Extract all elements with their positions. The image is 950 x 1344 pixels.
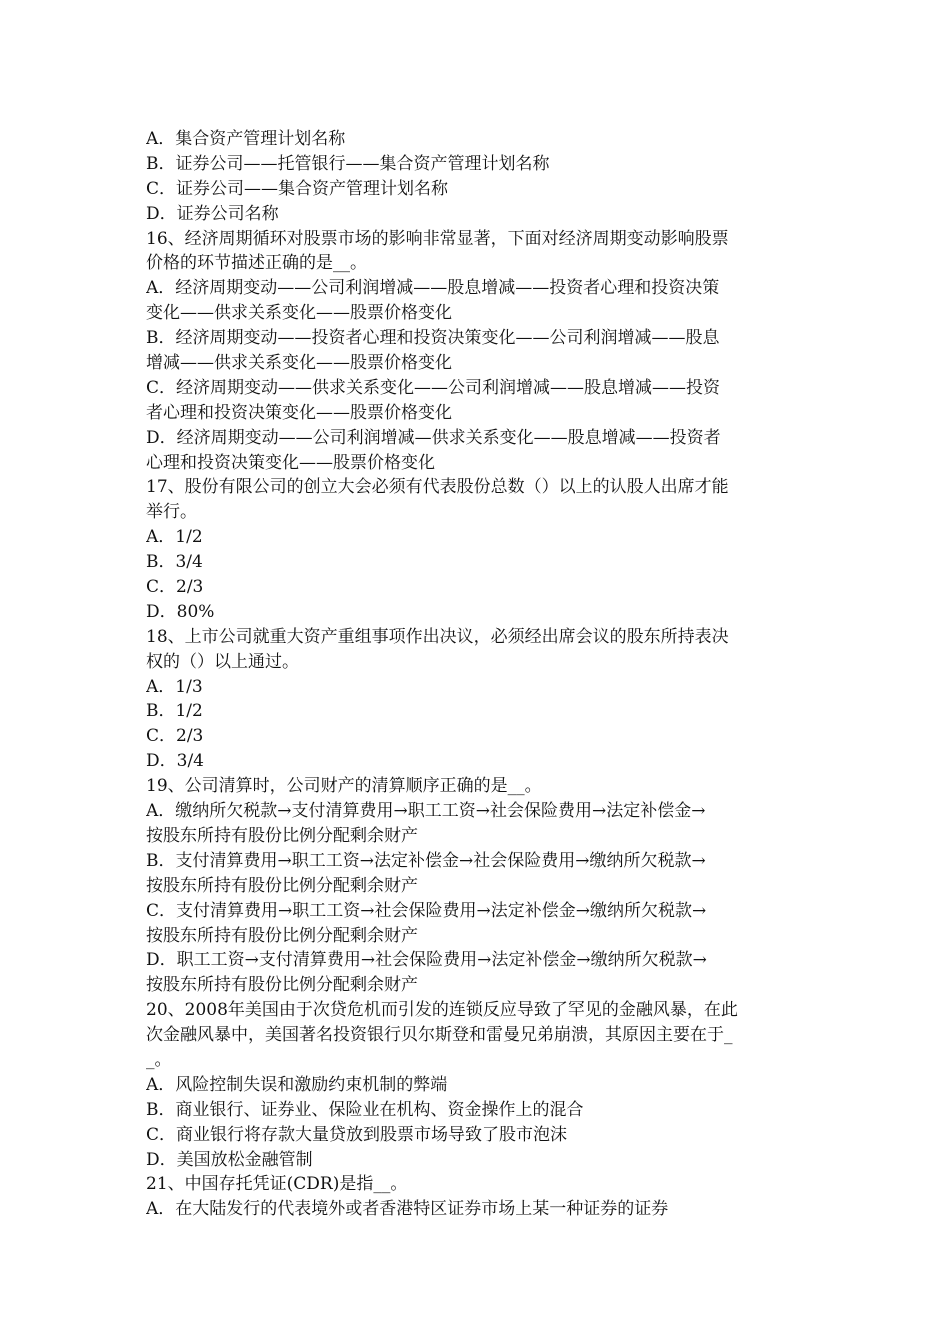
text-line: 按股东所持有股份比例分配剩余财产 — [146, 875, 418, 896]
text-line: C．证券公司——集合资产管理计划名称 — [146, 178, 449, 199]
text-line: A．集合资产管理计划名称 — [146, 129, 346, 149]
text-line: B．商业银行、证券业、保险业在机构、资金操作上的混合 — [146, 1099, 584, 1120]
text-line: C．2/3 — [146, 726, 204, 747]
text-line: 增减——供求关系变化——股票价格变化 — [146, 353, 452, 374]
text-line: _。 — [146, 1049, 172, 1070]
text-line: D．证券公司名称 — [146, 203, 279, 224]
text-line: 21、中国存托凭证(CDR)是指__。 — [146, 1174, 408, 1195]
text-line: 按股东所持有股份比例分配剩余财产 — [146, 975, 418, 996]
text-line: C．支付清算费用→职工工资→社会保险费用→法定补偿金→缴纳所欠税款→ — [146, 900, 707, 921]
text-line: 20、2008年美国由于次贷危机而引发的连锁反应导致了罕见的金融风暴，在此 — [146, 1000, 738, 1021]
text-line: D．经济周期变动——公司利润增减—供求关系变化——股息增减——投资者 — [146, 427, 721, 448]
text-line: C．经济周期变动——供求关系变化——公司利润增减——股息增减——投资 — [146, 377, 721, 398]
text-line: 按股东所持有股份比例分配剩余财产 — [146, 925, 418, 946]
text-line: A．经济周期变动——公司利润增减——股息增减——投资者心理和投资决策 — [146, 278, 720, 299]
text-line: B．1/2 — [146, 701, 203, 722]
text-line: A．1/3 — [146, 676, 203, 697]
text-line: 举行。 — [146, 502, 197, 523]
text-line: B．3/4 — [146, 552, 203, 573]
text-line: B．支付清算费用→职工工资→法定补偿金→社会保险费用→缴纳所欠税款→ — [146, 850, 706, 871]
text-line: 16、经济周期循环对股票市场的影响非常显著，下面对经济周期变动影响股票 — [146, 228, 729, 249]
text-line: 次金融风暴中，美国著名投资银行贝尔斯登和雷曼兄弟崩溃，其原因主要在于_ — [146, 1025, 733, 1046]
text-line: A．缴纳所欠税款→支付清算费用→职工工资→社会保险费用→法定补偿金→ — [146, 801, 706, 822]
text-line: 价格的环节描述正确的是__。 — [146, 253, 367, 274]
text-line: D．职工工资→支付清算费用→社会保险费用→法定补偿金→缴纳所欠税款→ — [146, 950, 707, 971]
text-line: C．2/3 — [146, 577, 204, 598]
text-line: 变化——供求关系变化——股票价格变化 — [146, 303, 452, 324]
text-line: 19、公司清算时，公司财产的清算顺序正确的是__。 — [146, 776, 542, 797]
text-line: 者心理和投资决策变化——股票价格变化 — [146, 402, 452, 423]
text-line: D．80% — [146, 601, 215, 622]
text-line: A．在大陆发行的代表境外或者香港特区证券市场上某一种证券的证券 — [146, 1199, 669, 1220]
text-line: 17、股份有限公司的创立大会必须有代表股份总数（）以上的认股人出席才能 — [146, 477, 729, 498]
text-line: 权的（）以上通过。 — [146, 651, 299, 672]
text-line: A．风险控制失误和激励约束机制的弊端 — [146, 1074, 448, 1095]
text-line: C．商业银行将存款大量贷放到股票市场导致了股市泡沫 — [146, 1124, 568, 1145]
text-line: D．3/4 — [146, 751, 204, 772]
document-body — [146, 127, 810, 1222]
text-line: B．经济周期变动——投资者心理和投资决策变化——公司利润增减——股息 — [146, 328, 720, 349]
text-line: 按股东所持有股份比例分配剩余财产 — [146, 825, 418, 846]
text-line: A．1/2 — [146, 527, 203, 548]
text-line: 心理和投资决策变化——股票价格变化 — [146, 452, 435, 473]
text-line: B．证券公司——托管银行——集合资产管理计划名称 — [146, 153, 550, 174]
text-line: D．美国放松金融管制 — [146, 1149, 313, 1170]
text-line: 18、上市公司就重大资产重组事项作出决议，必须经出席会议的股东所持表决 — [146, 626, 729, 647]
